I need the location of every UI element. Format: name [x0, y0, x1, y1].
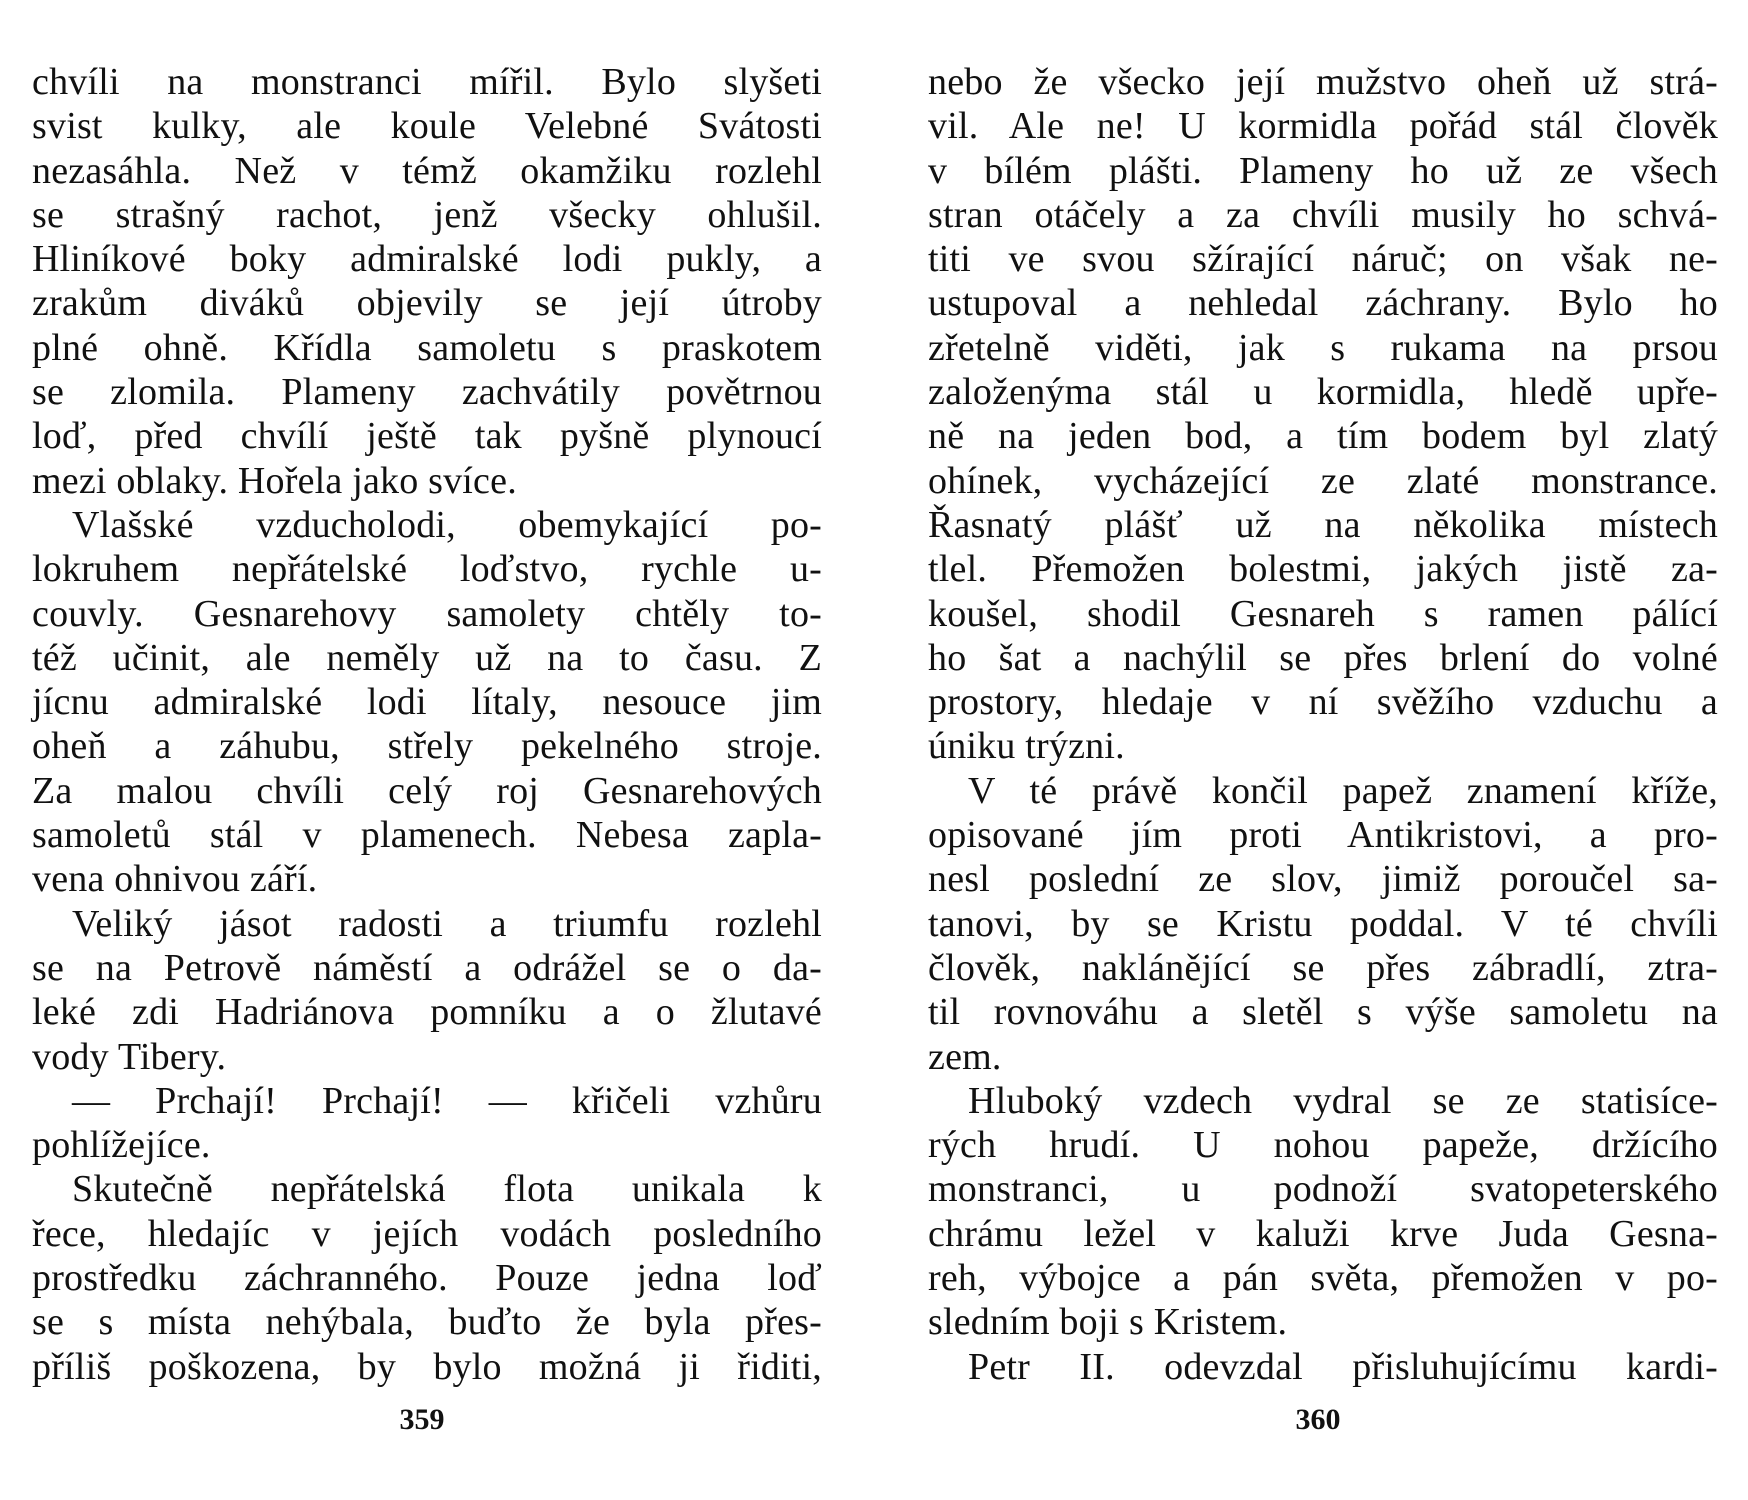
- text-line: Veliký jásot radosti a triumfu rozlehl: [72, 902, 822, 945]
- text-line: loď, před chvílí ještě tak pyšně plynoucí: [32, 415, 822, 458]
- text-line: se strašný rachot, jenž všecky ohlušil.: [32, 193, 822, 236]
- text-line: V té právě končil papež znamení kříže,: [968, 769, 1718, 812]
- text-line: couvly. Gesnarehovy samolety chtěly to-: [32, 592, 822, 635]
- text-line: Skutečně nepřátelská flota unikala k: [72, 1168, 822, 1211]
- text-line: monstranci, u podnoží svatopeterského: [928, 1168, 1718, 1211]
- left-page: [32, 60, 822, 1389]
- text-line: zrakům diváků objevily se její útroby: [32, 282, 822, 325]
- text-line: zem.: [928, 1035, 1002, 1078]
- text-line: nesl poslední ze slov, jimiž poroučel sa-: [928, 858, 1718, 901]
- text-line: úniku trýzni.: [928, 725, 1125, 768]
- text-line: zřetelně viděti, jak s rukama na prsou: [928, 326, 1718, 369]
- text-line: Hliníkové boky admiralské lodi pukly, a: [32, 238, 822, 281]
- page-number: 360: [1295, 1403, 1341, 1436]
- text-line: — Prchají! Prchají! — křičeli vzhůru: [72, 1079, 822, 1122]
- text-line: chrámu ležel v kaluži krve Juda Gesna-: [928, 1212, 1718, 1255]
- text-line: tlel. Přemožen bolestmi, jakých jistě za-: [928, 548, 1718, 591]
- text-line: opisované jím proti Antikristovi, a pro-: [928, 814, 1718, 857]
- text-line: leké zdi Hadriánova pomníku a o žlutavé: [32, 991, 822, 1034]
- text-line: samoletů stál v plamenech. Nebesa zapla-: [32, 814, 822, 857]
- text-line: vil. Ale ne! U kormidla pořád stál člověk: [928, 105, 1718, 148]
- text-line: stran otáčely a za chvíli musily ho schvá-: [928, 193, 1718, 236]
- text-line: ho šat a nachýlil se přes brlení do volné: [928, 636, 1718, 679]
- text-line: se na Petrově náměstí a odrážel se o da-: [32, 946, 822, 989]
- text-line: titi ve svou sžírající náruč; on však ne-: [928, 238, 1718, 281]
- text-line: prostory, hledaje v ní svěžího vzduchu a: [928, 681, 1718, 724]
- page-number: 359: [399, 1403, 445, 1436]
- text-line: Vlašské vzducholodi, obemykající po-: [72, 503, 822, 546]
- text-line: sledním boji s Kristem.: [928, 1301, 1288, 1344]
- text-line: tanovi, by se Kristu poddal. V té chvíli: [928, 902, 1718, 945]
- text-line: jícnu admiralské lodi lítaly, nesouce jim: [32, 681, 822, 724]
- text-line: lokruhem nepřátelské loďstvo, rychle u-: [32, 548, 822, 591]
- text-line: oheň a záhubu, střely pekelného stroje.: [32, 725, 822, 768]
- text-line: člověk, naklánějící se přes zábradlí, ztra-: [928, 946, 1718, 989]
- text-line: nezasáhla. Než v témž okamžiku rozlehl: [32, 149, 822, 192]
- text-line: též učinit, ale neměly už na to času. Z: [32, 636, 822, 679]
- text-line: založenýma stál u kormidla, hledě upře-: [928, 371, 1718, 414]
- text-line: řece, hledajíc v jejích vodách posledního: [32, 1212, 822, 1255]
- text-line: rých hrudí. U nohou papeže, držícího: [928, 1124, 1718, 1167]
- text-line: vody Tibery.: [32, 1035, 227, 1078]
- text-line: reh, výbojce a pán světa, přemožen v po-: [928, 1257, 1718, 1300]
- text-line: příliš poškozena, by bylo možná ji řiditi,: [32, 1345, 822, 1388]
- text-line: mezi oblaky. Hořela jako svíce.: [32, 459, 517, 502]
- right-page: [928, 60, 1718, 1389]
- text-line: svist kulky, ale koule Velebné Svátosti: [32, 105, 822, 148]
- text-line: ustupoval a nehledal záchrany. Bylo ho: [928, 282, 1718, 325]
- text-line: se s místa nehýbala, buďto že byla přes-: [32, 1301, 822, 1344]
- text-line: prostředku záchranného. Pouze jedna loď: [32, 1257, 822, 1300]
- text-line: ně na jeden bod, a tím bodem byl zlatý: [928, 415, 1718, 458]
- text-line: Za malou chvíli celý roj Gesnarehových: [32, 769, 822, 812]
- text-line: Petr II. odevzdal přisluhujícímu kardi-: [968, 1345, 1718, 1388]
- text-line: chvíli na monstranci mířil. Bylo slyšeti: [32, 61, 822, 103]
- text-line: plné ohně. Křídla samoletu s praskotem: [32, 326, 822, 369]
- text-line: se zlomila. Plameny zachvátily povětrnou: [32, 371, 822, 414]
- text-line: v bílém plášti. Plameny ho už ze všech: [928, 149, 1718, 192]
- text-line: Řasnatý plášť už na několika místech: [928, 503, 1718, 546]
- text-line: ohínek, vycházející ze zlaté monstrance.: [928, 459, 1718, 502]
- text-line: Hluboký vzdech vydral se ze statisíce-: [968, 1079, 1718, 1122]
- text-line: vena ohnivou září.: [32, 858, 318, 901]
- text-line: koušel, shodil Gesnareh s ramen pálící: [928, 592, 1718, 635]
- text-line: nebo že všecko její mužstvo oheň už strá-: [928, 61, 1718, 103]
- text-line: til rovnováhu a sletěl s výše samoletu na: [928, 991, 1718, 1034]
- text-line: pohlížejíce.: [32, 1124, 211, 1167]
